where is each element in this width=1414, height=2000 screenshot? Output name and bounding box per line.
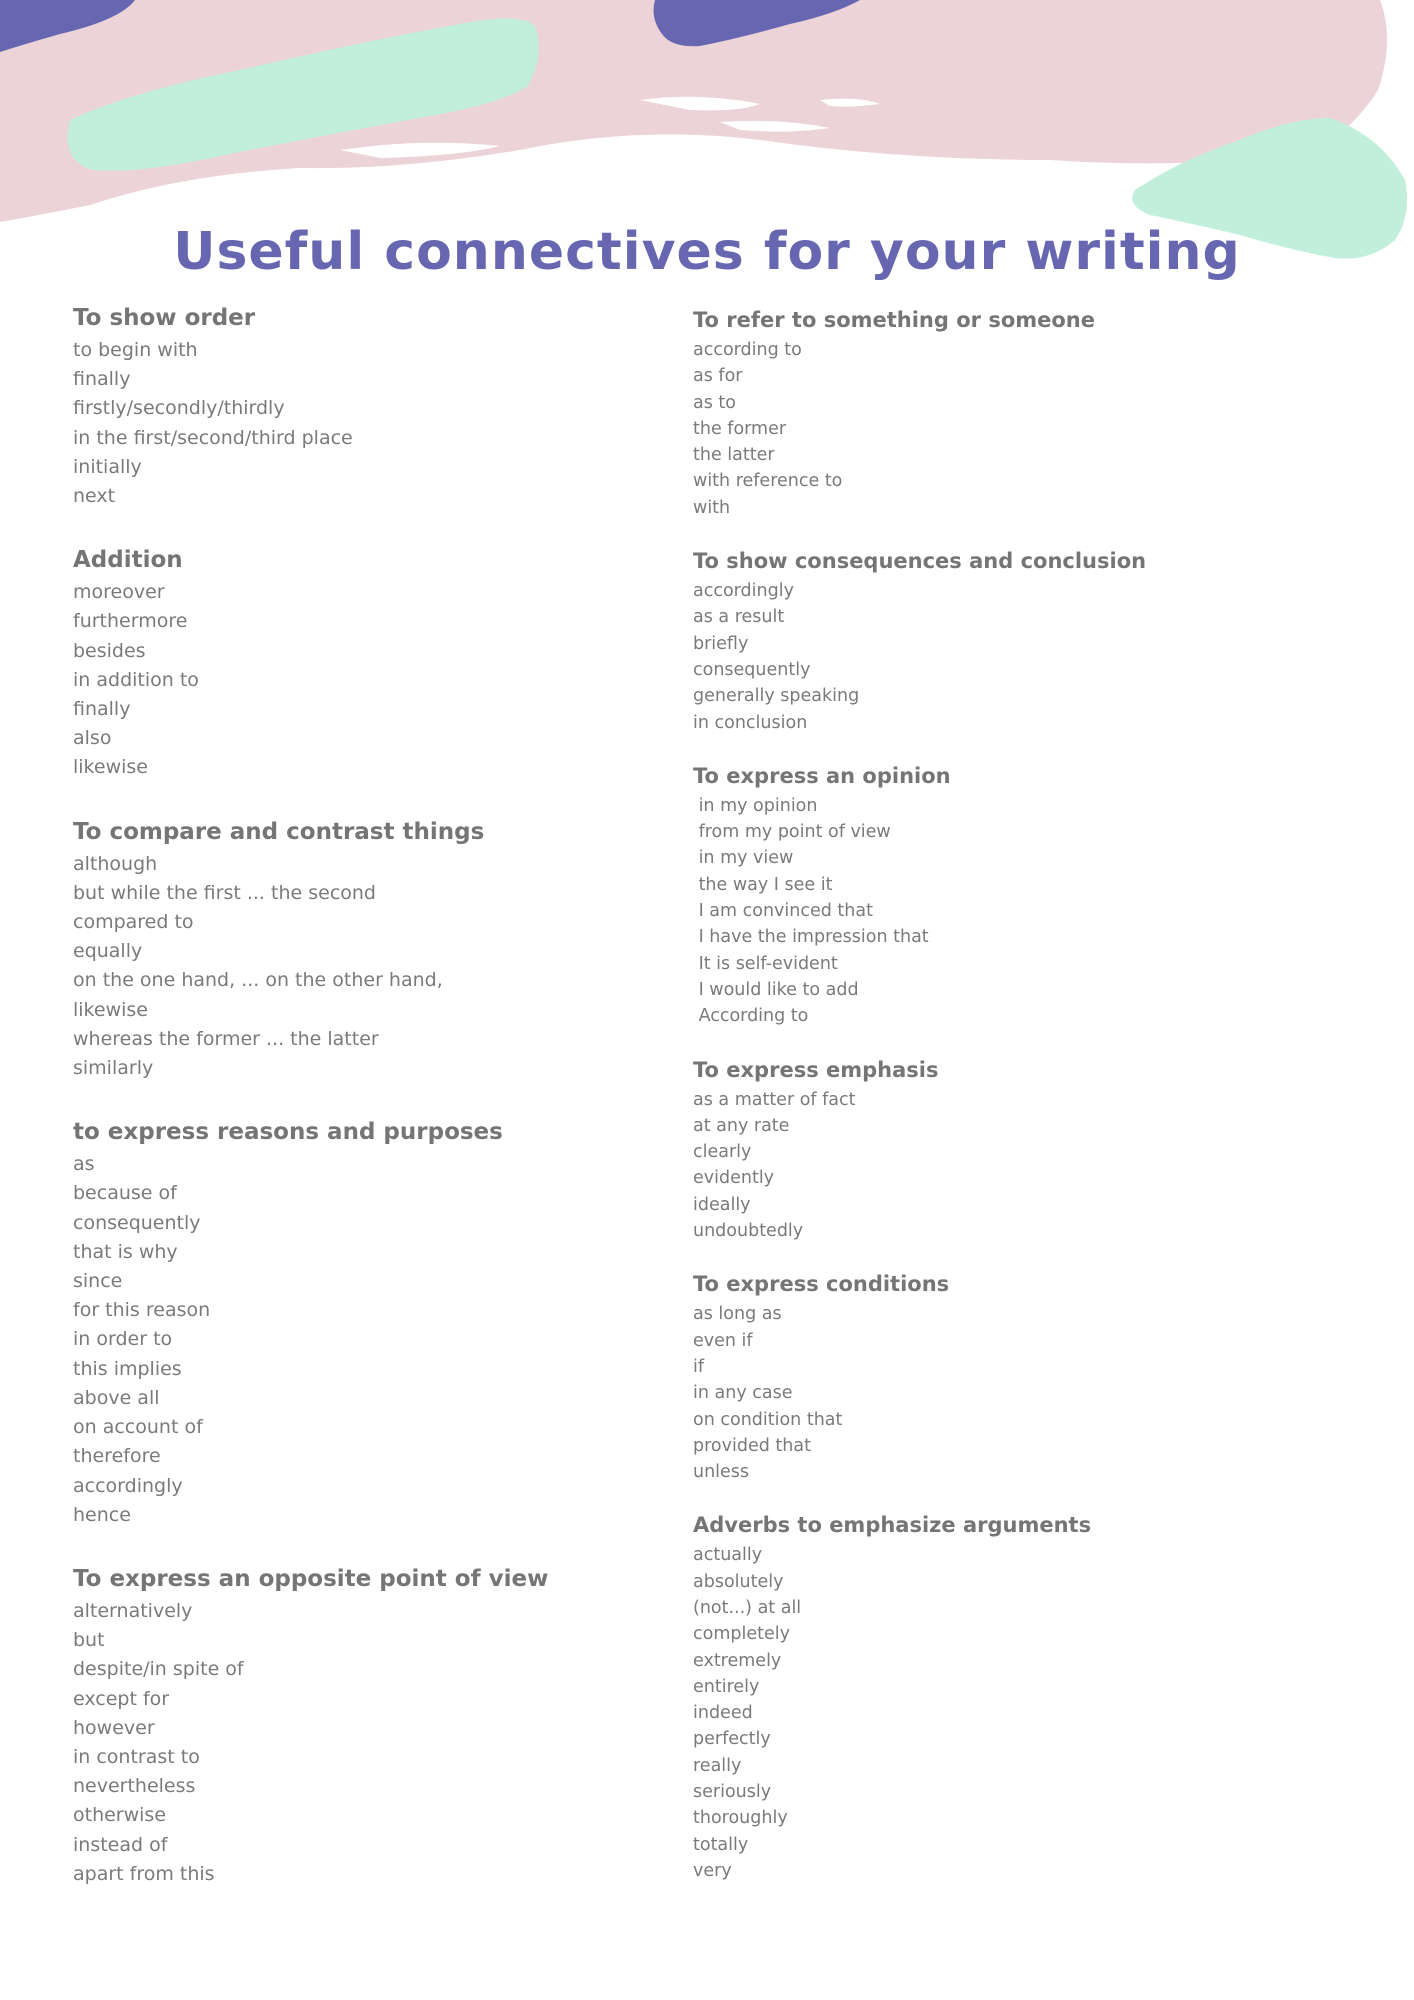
connective-list [73,1597,633,1889]
connective-item: in contrast to [73,1745,200,1768]
connective-item: firstly/secondly/thirdly [73,397,285,420]
connective-item: in my view [693,848,794,869]
connective-item: evidently [693,1168,775,1189]
connective-item: seriously [693,1782,772,1803]
section-heading: Adverbs to emphasize arguments [693,1513,1092,1538]
connective-item: actually [693,1545,763,1566]
connective-item: equally [73,940,143,963]
connective-item: entirely [693,1676,760,1697]
connective-item: finally [73,698,131,721]
page-title: Useful connectives for your writing [173,222,1241,282]
connective-item: even if [693,1330,753,1351]
section-to-show-consequences-and-conclusion [693,545,1353,736]
connective-list [73,1150,633,1530]
section-to-express-reasons-and-purposes [73,1114,633,1530]
section-heading: To express emphasis [693,1057,939,1082]
connective-item: next [73,485,116,508]
connective-item: accordingly [693,581,794,602]
connective-list [693,578,1353,736]
connective-item: furthermore [73,610,188,633]
connective-item: briefly [693,633,749,654]
connective-item: consequently [693,659,811,680]
connective-item: completely [693,1624,790,1645]
connective-item: at any rate [693,1115,790,1136]
left-column [73,300,633,1889]
connective-item: except for [73,1687,170,1710]
connective-item: as to [693,392,736,413]
connective-item: very [693,1860,732,1881]
connective-item: with reference to [693,471,843,492]
connective-item: to begin with [73,339,198,361]
connective-list [693,1301,1353,1485]
connective-item: apart from this [73,1862,215,1885]
connective-item: on condition that [693,1409,843,1430]
connective-item: above all [73,1386,160,1409]
connective-item: clearly [693,1142,752,1163]
connective-item: totally [693,1834,749,1855]
connective-item: hence [73,1503,131,1526]
connective-item: since [73,1270,123,1293]
connective-item: in the first/second/third place [73,426,353,449]
connective-item: in addition to [73,668,199,691]
connective-item: as long as [693,1304,782,1325]
connective-item: in conclusion [693,712,808,733]
connective-list [693,337,1353,521]
connective-item: (not...) at all [693,1597,802,1618]
connective-item: consequently [73,1211,201,1234]
section-adverbs-to-emphasize-arguments [693,1509,1353,1884]
section-heading: to express reasons and purposes [73,1119,503,1146]
connective-item: also [73,727,112,750]
connective-item: on account of [73,1416,203,1439]
connective-item: instead of [73,1833,168,1856]
connective-item: perfectly [693,1729,771,1750]
connective-item: as a result [693,607,785,628]
connective-item: undoubtedly [693,1221,804,1242]
connective-item: that is why [73,1240,178,1263]
section-to-compare-and-contrast-things [73,814,633,1084]
connective-item: for this reason [73,1299,211,1322]
connective-item: but while the first ... the second [73,881,376,904]
connective-item: ideally [693,1194,751,1215]
section-addition [73,542,633,782]
connective-item: whereas the former ... the latter [73,1027,379,1050]
connective-item: the latter [693,445,775,466]
connective-item: the way I see it [693,874,833,895]
connective-list [73,850,633,1084]
section-heading: To express conditions [693,1272,950,1297]
connective-item: in any case [693,1383,793,1404]
connective-item: It is self-evident [693,953,838,974]
connective-item: nevertheless [73,1775,196,1798]
connective-item: thoroughly [693,1808,788,1829]
connective-item: I have the impression that [693,927,929,948]
connective-item: really [693,1755,742,1776]
connective-list [693,1087,1353,1245]
connective-item: According to [693,1006,809,1027]
connective-item: besides [73,639,146,662]
connective-item: otherwise [73,1804,167,1827]
connective-item: indeed [693,1703,753,1724]
section-heading: Addition [73,547,183,574]
section-heading: To show order [73,305,256,331]
section-heading: To refer to something or someone [693,308,1095,332]
connective-item: accordingly [73,1474,183,1497]
connective-item: as [73,1153,95,1176]
connective-item: likewise [73,756,148,779]
connective-item: unless [693,1462,750,1483]
connective-item: although [73,852,158,875]
connective-item: alternatively [73,1599,193,1622]
connective-item: likewise [73,998,148,1021]
connective-item: according to [693,340,802,360]
section-to-express-an-opposite-point-of-view [73,1561,633,1889]
connective-item: from my point of view [693,822,891,843]
connective-list [693,1542,1353,1884]
connective-item: despite/in spite of [73,1658,244,1681]
connective-item: however [73,1716,155,1739]
connective-item: in order to [73,1328,173,1351]
connective-item: generally speaking [693,686,860,707]
connective-item: as a matter of fact [693,1089,856,1110]
right-column [693,304,1353,1884]
connective-item: extremely [693,1650,782,1671]
section-to-express-emphasis [693,1054,1353,1245]
connective-item: as for [693,366,743,387]
connective-item: I would like to add [693,979,859,1000]
connective-item: therefore [73,1445,161,1468]
section-heading: To express an opinion [693,763,951,788]
section-heading: To compare and contrast things [73,818,485,845]
section-to-express-conditions [693,1268,1353,1485]
connective-item: this implies [73,1357,182,1380]
section-heading: To express an opposite point of view [73,1565,549,1592]
connective-list [693,793,1353,1030]
section-to-refer-to-something-or-someone [693,304,1353,521]
connective-item: the former [693,418,787,439]
connective-item: compared to [73,911,194,934]
section-to-show-order [73,300,633,511]
connective-item: similarly [73,1057,154,1080]
connective-item: in my opinion [693,795,818,816]
connective-list [73,336,633,511]
connective-item: on the one hand, ... on the other hand, [73,969,443,992]
connective-list [73,578,633,782]
connective-item: if [693,1356,705,1377]
connective-item: moreover [73,581,165,604]
connective-item: but [73,1629,105,1652]
connective-item: initially [73,455,142,478]
connective-item: I am convinced that [693,901,873,922]
connective-item: absolutely [693,1571,784,1592]
section-to-express-an-opinion [693,760,1353,1030]
connective-item: because of [73,1182,177,1205]
connective-item: provided that [693,1435,811,1456]
connective-item: with [693,497,731,518]
section-heading: To show consequences and conclusion [693,549,1147,574]
connective-item: finally [73,368,131,391]
